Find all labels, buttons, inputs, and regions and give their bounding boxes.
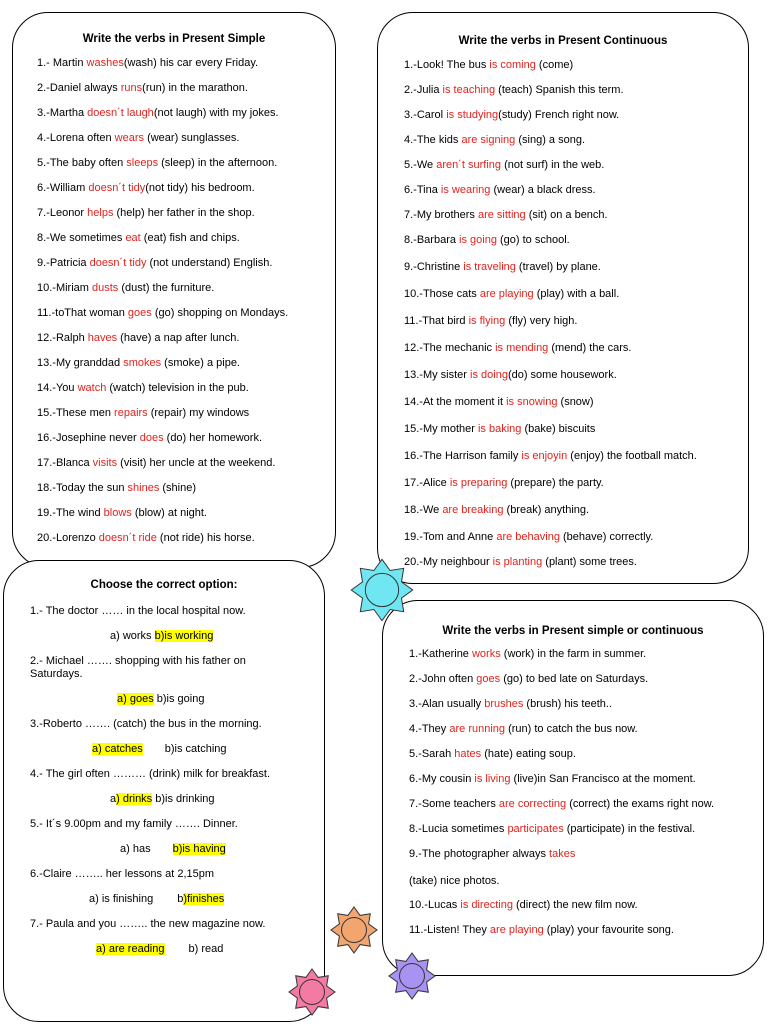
answer-text: works bbox=[471, 648, 501, 660]
exercise-text: 18.-We bbox=[404, 504, 443, 516]
exercise-text: (behave) correctly. bbox=[559, 531, 654, 543]
exercise-text: (eat) fish and chips. bbox=[140, 232, 240, 244]
exercise-text: (shine) bbox=[159, 482, 196, 494]
answer-text: washes bbox=[86, 57, 124, 69]
exercise-text: (sleep) in the afternoon. bbox=[158, 157, 278, 169]
answer-text: are behaving bbox=[496, 531, 560, 543]
option-4a: ) drinks bbox=[116, 793, 153, 805]
answer-text: is flying bbox=[468, 315, 506, 327]
exercise-text: 2.-Julia bbox=[404, 84, 443, 96]
option-2a: a) goes bbox=[117, 693, 154, 705]
exercise-item bbox=[37, 432, 262, 444]
answer-text: are sitting bbox=[477, 209, 526, 221]
answer-text: hates bbox=[454, 748, 482, 760]
exercise-text: 16.-Josephine never bbox=[37, 432, 140, 444]
option-5a: a) has bbox=[120, 843, 151, 855]
exercise-item bbox=[404, 531, 653, 543]
answer-text: eat bbox=[125, 232, 141, 244]
exercise-text: (play) with a ball. bbox=[533, 288, 620, 300]
answer-text: is studying bbox=[446, 109, 499, 121]
exercise-item bbox=[37, 457, 275, 469]
exercise-item bbox=[37, 332, 239, 344]
exercise-item bbox=[37, 507, 207, 519]
sun-icon-orange bbox=[330, 906, 378, 954]
exercise-text: 4.-The kids bbox=[404, 134, 462, 146]
exercise-text: 9.-Patricia bbox=[37, 257, 90, 269]
exercise-text: 18.-Today the sun bbox=[37, 482, 128, 494]
exercise-item bbox=[404, 234, 570, 246]
exercise-text: (do) some housework. bbox=[507, 369, 617, 381]
exercise-text: (direct) the new film now. bbox=[512, 899, 638, 911]
answer-text: is directing bbox=[460, 899, 513, 911]
exercise-text: (run) to catch the bus now. bbox=[505, 723, 638, 735]
answer-text: watch bbox=[77, 382, 107, 394]
exercise-text: 14.-At the moment it bbox=[404, 396, 507, 408]
exercise-text: (have) a nap after lunch. bbox=[117, 332, 240, 344]
present-continuous-panel bbox=[377, 12, 749, 584]
exercise-text: (help) her father in the shop. bbox=[113, 207, 255, 219]
question-2-line1: 2.- Michael ……. shopping with his father on bbox=[30, 655, 246, 667]
exercise-item bbox=[409, 673, 648, 685]
exercise-text: 11.-That bird bbox=[404, 315, 469, 327]
answer-text: are correcting bbox=[498, 798, 567, 810]
exercise-text: 12.-The mechanic bbox=[404, 342, 496, 354]
choose-option-panel bbox=[3, 560, 325, 1022]
exercise-item bbox=[404, 504, 589, 516]
answer-text: visits bbox=[92, 457, 118, 469]
exercise-text: (watch) television in the pub. bbox=[106, 382, 249, 394]
exercise-text: 13.-My granddad bbox=[37, 357, 124, 369]
exercise-item bbox=[404, 261, 601, 273]
exercise-item bbox=[37, 257, 272, 269]
exercise-text: (not understand) English. bbox=[146, 257, 273, 269]
exercise-text: 8.-Barbara bbox=[404, 234, 460, 246]
exercise-text: 15.-My mother bbox=[404, 423, 478, 435]
exercise-item bbox=[404, 556, 637, 568]
exercise-text: (correct) the exams right now. bbox=[566, 798, 715, 810]
answer-text: blows bbox=[103, 507, 132, 519]
exercise-text: 5.-The baby often bbox=[37, 157, 127, 169]
exercise-text: (fly) very high. bbox=[505, 315, 578, 327]
exercise-item bbox=[37, 357, 240, 369]
exercise-item bbox=[404, 59, 573, 71]
sun-icon-violet bbox=[388, 952, 436, 1000]
exercise-text: (work) in the farm in summer. bbox=[500, 648, 647, 660]
exercise-text: (wear) a black dress. bbox=[490, 184, 596, 196]
exercise-item bbox=[404, 134, 585, 146]
answer-text: is mending bbox=[495, 342, 549, 354]
present-simple-panel bbox=[12, 12, 336, 568]
exercise-text: (play) your favourite song. bbox=[543, 924, 674, 936]
exercise-item bbox=[404, 84, 624, 96]
question-1-options bbox=[110, 630, 213, 642]
option-1b: b)is working bbox=[154, 630, 214, 642]
exercise-text: (bake) biscuits bbox=[521, 423, 596, 435]
exercise-item bbox=[37, 482, 196, 494]
exercise-text: (not ride) his horse. bbox=[156, 532, 255, 544]
exercise-text: (blow) at night. bbox=[131, 507, 207, 519]
exercise-item bbox=[37, 182, 255, 194]
exercise-item bbox=[37, 57, 258, 69]
exercise-text: 10.-Lucas bbox=[409, 899, 461, 911]
exercise-text: 16.-The Harrison family bbox=[404, 450, 522, 462]
present-simple-title: Write the verbs in Present Simple bbox=[82, 33, 266, 45]
exercise-text: 1.-Katherine bbox=[409, 648, 472, 660]
exercise-text: (snow) bbox=[557, 396, 594, 408]
answer-text: shines bbox=[127, 482, 160, 494]
exercise-text: 7.-Leonor bbox=[37, 207, 88, 219]
exercise-text: (wash) his car every Friday. bbox=[123, 57, 259, 69]
exercise-text: 2.-John often bbox=[409, 673, 477, 685]
exercise-item bbox=[37, 207, 255, 219]
answer-text: smokes bbox=[123, 357, 162, 369]
exercise-text: 3.-Carol bbox=[404, 109, 447, 121]
exercise-item bbox=[409, 748, 576, 760]
exercise-text: 5.-We bbox=[404, 159, 437, 171]
question-6-options bbox=[89, 893, 224, 905]
exercise-text: 17.-Alice bbox=[404, 477, 450, 489]
exercise-text: (prepare) the party. bbox=[507, 477, 604, 489]
question-3: 3.-Roberto ……. (catch) the bus in the morning. bbox=[30, 718, 262, 730]
option-4b: b)is drinking bbox=[152, 793, 215, 805]
exercise-item bbox=[409, 848, 575, 860]
exercise-text: 6.-William bbox=[37, 182, 89, 194]
exercise-item bbox=[409, 823, 695, 835]
simple-or-continuous-panel bbox=[382, 600, 764, 976]
answer-text: wears bbox=[114, 132, 145, 144]
question-2-line2: Saturdays. bbox=[30, 668, 83, 680]
choose-option-title: Choose the correct option: bbox=[90, 579, 238, 591]
option-3a: a) catches bbox=[92, 743, 143, 755]
exercise-text: (mend) the cars. bbox=[548, 342, 632, 354]
exercise-text: 20.-My neighbour bbox=[404, 556, 493, 568]
exercise-item bbox=[37, 232, 240, 244]
exercise-text: 17.-Blanca bbox=[37, 457, 93, 469]
exercise-text: 10.-Miriam bbox=[37, 282, 93, 294]
exercise-item bbox=[409, 698, 612, 710]
answer-text: takes bbox=[549, 848, 576, 860]
exercise-text: 1.- Martin bbox=[37, 57, 87, 69]
exercise-item bbox=[404, 396, 594, 408]
exercise-item bbox=[37, 307, 288, 319]
exercise-text: (not surf) in the web. bbox=[501, 159, 605, 171]
exercise-item bbox=[409, 723, 638, 735]
answer-text: doesn´t ride bbox=[98, 532, 157, 544]
exercise-text: 3.-Alan usually bbox=[409, 698, 485, 710]
exercise-text: (travel) by plane. bbox=[515, 261, 601, 273]
exercise-text: (break) anything. bbox=[503, 504, 590, 516]
answer-text: aren´t surfing bbox=[436, 159, 502, 171]
answer-text: doesn´t tidy bbox=[89, 257, 147, 269]
answer-text: is preparing bbox=[449, 477, 508, 489]
exercise-text: 6.-Tina bbox=[404, 184, 441, 196]
question-1: 1.- The doctor …… in the local hospital now. bbox=[30, 605, 246, 617]
exercise-text: 7.-My brothers bbox=[404, 209, 478, 221]
exercise-item bbox=[404, 109, 619, 121]
exercise-item bbox=[37, 82, 248, 94]
exercise-text: (participate) in the festival. bbox=[563, 823, 696, 835]
exercise-text: (repair) my windows bbox=[147, 407, 250, 419]
answer-text: is living bbox=[474, 773, 511, 785]
exercise-text: 6.-My cousin bbox=[409, 773, 475, 785]
exercise-item bbox=[404, 209, 608, 221]
question-4: 4.- The girl often ……… (drink) milk for breakfast. bbox=[30, 768, 271, 780]
answer-text: is doing bbox=[470, 369, 508, 381]
exercise-text: (smoke) a pipe. bbox=[161, 357, 240, 369]
exercise-text: (go) to bed late on Saturdays. bbox=[500, 673, 649, 685]
exercise-text: (plant) some trees. bbox=[542, 556, 637, 568]
exercise-text: 2.-Daniel always bbox=[37, 82, 121, 94]
exercise-text: 9.-Christine bbox=[404, 261, 464, 273]
exercise-item bbox=[409, 648, 646, 660]
exercise-text: (hate) eating soup. bbox=[481, 748, 576, 760]
answer-text: is planting bbox=[492, 556, 543, 568]
exercise-item bbox=[404, 477, 604, 489]
option-5b: b)is having bbox=[172, 843, 226, 855]
sun-icon-cyan bbox=[350, 558, 414, 622]
question-7: 7.- Paula and you …….. the new magazine now. bbox=[30, 918, 266, 930]
exercise-text: 3.-Martha bbox=[37, 107, 88, 119]
answer-text: is snowing bbox=[506, 396, 558, 408]
option-3b: b)is catching bbox=[164, 743, 227, 755]
question-5: 5.- It´s 9.00pm and my family ……. Dinner. bbox=[30, 818, 238, 830]
exercise-item bbox=[404, 315, 577, 327]
exercise-text: (study) French right now. bbox=[498, 109, 620, 121]
exercise-text: 14.-You bbox=[37, 382, 78, 394]
answer-text: is teaching bbox=[442, 84, 496, 96]
exercise-text: (visit) her uncle at the weekend. bbox=[117, 457, 276, 469]
exercise-text: 10.-Those cats bbox=[404, 288, 480, 300]
answer-text: runs bbox=[120, 82, 143, 94]
exercise-text: 11.-toThat woman bbox=[37, 307, 128, 319]
option-7b: b) read bbox=[188, 943, 224, 955]
answer-text: is baking bbox=[477, 423, 522, 435]
exercise-text: (take) nice photos. bbox=[409, 875, 500, 887]
answer-text: participates bbox=[507, 823, 564, 835]
exercise-text: (brush) his teeth.. bbox=[523, 698, 613, 710]
exercise-item bbox=[409, 773, 696, 785]
answer-text: are breaking bbox=[442, 504, 504, 516]
question-6: 6.-Claire …….. her lessons at 2,15pm bbox=[30, 868, 215, 880]
exercise-item bbox=[404, 159, 604, 171]
answer-text: goes bbox=[127, 307, 152, 319]
exercise-item bbox=[404, 423, 595, 435]
exercise-text: 19.-The wind bbox=[37, 507, 104, 519]
answer-text: haves bbox=[87, 332, 118, 344]
option-4a-prefix: a bbox=[110, 793, 117, 805]
answer-text: is wearing bbox=[440, 184, 491, 196]
answer-text: are playing bbox=[489, 924, 544, 936]
answer-text: doesn´t tidy bbox=[88, 182, 146, 194]
exercise-text: 11.-Listen! They bbox=[409, 924, 490, 936]
exercise-text: 8.-We sometimes bbox=[37, 232, 126, 244]
present-continuous-title: Write the verbs in Present Continuous bbox=[458, 35, 668, 47]
exercise-text: (run) in the marathon. bbox=[142, 82, 248, 94]
option-6b-prefix: b bbox=[177, 893, 184, 905]
answer-text: sleeps bbox=[126, 157, 159, 169]
exercise-item bbox=[404, 342, 631, 354]
exercise-text: (sing) a song. bbox=[515, 134, 585, 146]
exercise-text: 9.-The photographer always bbox=[409, 848, 550, 860]
answer-text: is enjoyin bbox=[521, 450, 568, 462]
question-7-options bbox=[96, 943, 223, 955]
exercise-text: (do) her homework. bbox=[163, 432, 263, 444]
question-5-options bbox=[120, 843, 226, 855]
exercise-item bbox=[404, 288, 619, 300]
exercise-text: 12.-Ralph bbox=[37, 332, 88, 344]
answer-text: is coming bbox=[489, 59, 536, 71]
exercise-item bbox=[37, 107, 279, 119]
option-2b: b)is going bbox=[153, 693, 205, 705]
answer-text: does bbox=[139, 432, 164, 444]
exercise-item bbox=[409, 899, 638, 911]
exercise-item bbox=[37, 382, 249, 394]
exercise-text: (not laugh) with my jokes. bbox=[153, 107, 279, 119]
exercise-text: 1.-Look! The bus bbox=[404, 59, 490, 71]
answer-text: doesn´t laugh bbox=[87, 107, 154, 119]
exercise-text: 15.-These men bbox=[37, 407, 115, 419]
answer-text: are running bbox=[449, 723, 506, 735]
exercise-text: (teach) Spanish this term. bbox=[495, 84, 624, 96]
option-6b: )finishes bbox=[183, 893, 225, 905]
exercise-text: (enjoy) the football match. bbox=[567, 450, 697, 462]
exercise-text: 5.-Sarah bbox=[409, 748, 455, 760]
simple-or-continuous-title: Write the verbs in Present simple or continuous bbox=[442, 625, 704, 637]
answer-text: is traveling bbox=[463, 261, 516, 273]
exercise-text: (not tidy) his bedroom. bbox=[145, 182, 255, 194]
question-3-options bbox=[92, 743, 227, 755]
sun-icon-pink bbox=[288, 968, 336, 1016]
exercise-text: (dust) the furniture. bbox=[118, 282, 215, 294]
exercise-text: (come) bbox=[535, 59, 574, 71]
answer-text: are signing bbox=[461, 134, 516, 146]
exercise-item bbox=[37, 407, 249, 419]
exercise-text: (live)in San Francisco at the moment. bbox=[510, 773, 696, 785]
exercise-text: (go) to school. bbox=[496, 234, 570, 246]
exercise-item bbox=[409, 924, 674, 936]
exercise-item bbox=[37, 532, 255, 544]
question-4-options bbox=[110, 793, 215, 805]
exercise-text: 20.-Lorenzo bbox=[37, 532, 99, 544]
answer-text: dusts bbox=[92, 282, 119, 294]
answer-text: brushes bbox=[484, 698, 524, 710]
exercise-item bbox=[37, 157, 277, 169]
exercise-text: 19.-Tom and Anne bbox=[404, 531, 497, 543]
exercise-item bbox=[409, 798, 714, 810]
question-2-options bbox=[117, 693, 204, 705]
answer-text: repairs bbox=[114, 407, 148, 419]
exercise-text: 7.-Some teachers bbox=[409, 798, 499, 810]
option-7a: a) are reading bbox=[96, 943, 165, 955]
exercise-item bbox=[37, 132, 239, 144]
exercise-text: 4.-Lorena often bbox=[37, 132, 115, 144]
answer-text: is going bbox=[459, 234, 497, 246]
exercise-item bbox=[404, 184, 596, 196]
exercise-item bbox=[409, 875, 500, 887]
option-6a: a) is finishing bbox=[89, 893, 154, 905]
option-1a: a) works bbox=[110, 630, 155, 642]
exercise-text: 8.-Lucia sometimes bbox=[409, 823, 508, 835]
exercise-text: (go) shopping on Mondays. bbox=[151, 307, 289, 319]
exercise-text: 13.-My sister bbox=[404, 369, 471, 381]
exercise-item bbox=[404, 369, 617, 381]
answer-text: helps bbox=[87, 207, 114, 219]
answer-text: goes bbox=[476, 673, 501, 685]
exercise-item bbox=[404, 450, 697, 462]
exercise-item bbox=[37, 282, 214, 294]
exercise-text: (wear) sunglasses. bbox=[144, 132, 240, 144]
exercise-text: 4.-They bbox=[409, 723, 450, 735]
exercise-text: (sit) on a bench. bbox=[525, 209, 608, 221]
answer-text: are playing bbox=[479, 288, 534, 300]
